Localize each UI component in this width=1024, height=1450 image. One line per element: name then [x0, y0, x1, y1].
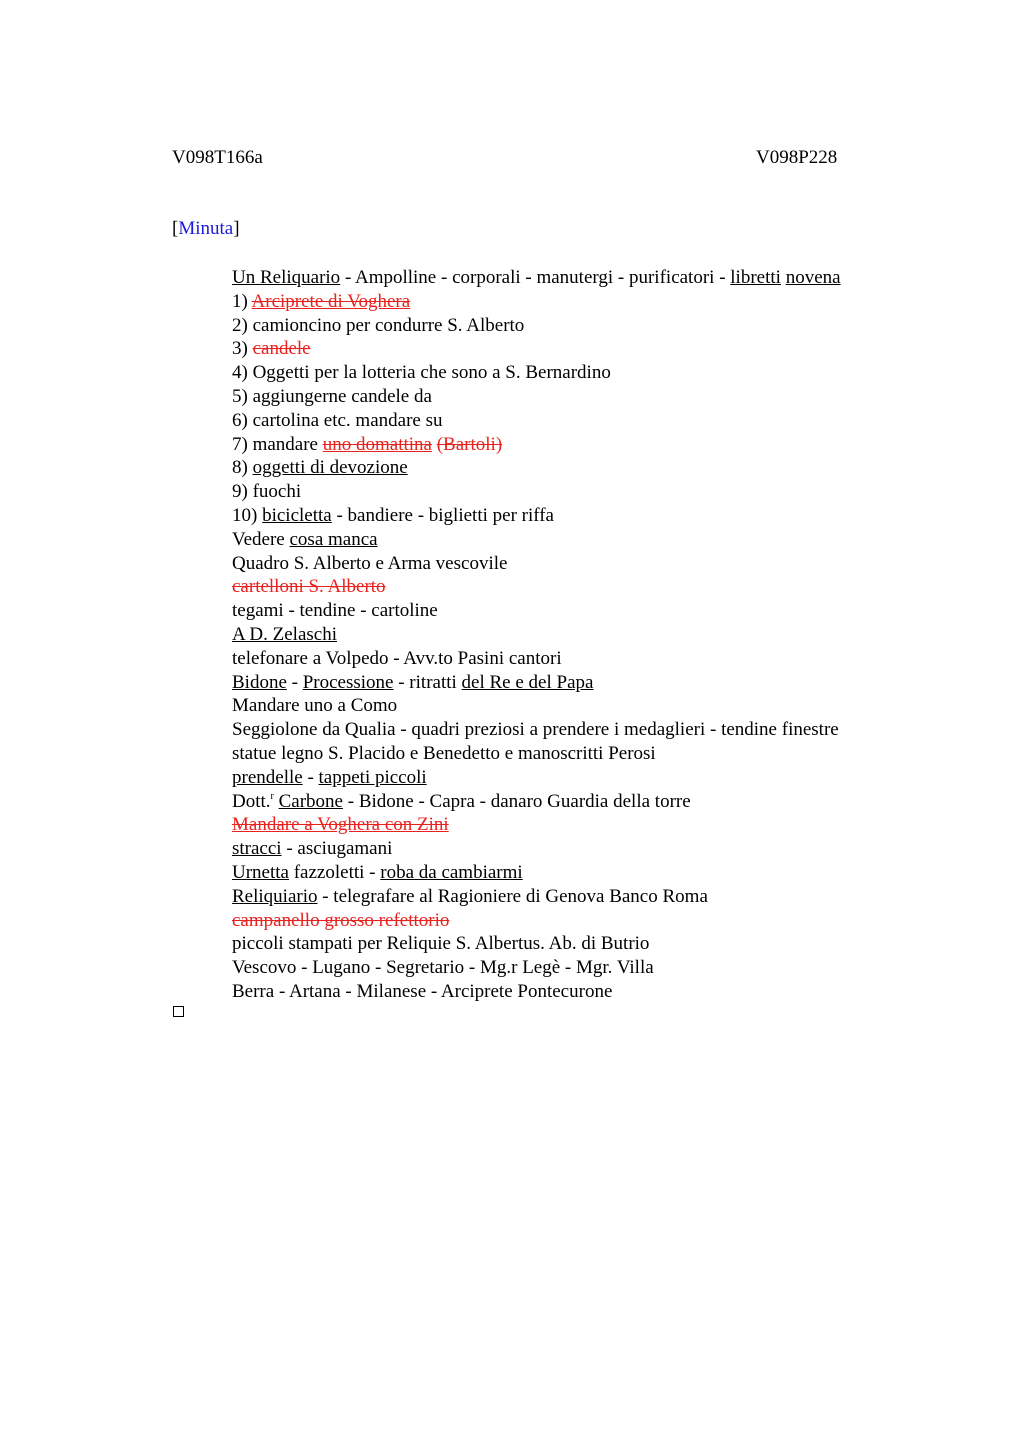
text: 7) mandare	[232, 433, 323, 455]
note-line	[232, 647, 841, 671]
text: - Bidone - Capra - danaro Guardia della torre	[343, 790, 691, 812]
note-line	[232, 552, 841, 576]
underlined-text: cosa manca	[289, 528, 378, 550]
text: 6) cartolina etc. mandare su	[232, 409, 443, 431]
text: telefonare a Volpedo - Avv.to Pasini cantori	[232, 647, 562, 669]
underlined-text: tappeti piccoli	[318, 766, 427, 788]
deleted-text: (Bartoli)	[436, 433, 503, 455]
note-line	[232, 694, 841, 718]
deleted-text: Arciprete di Voghera	[251, 290, 411, 312]
text: - telegrafare al Ragioniere di Genova Banco Roma	[317, 885, 708, 907]
text: 3)	[232, 338, 253, 360]
note-line	[232, 837, 841, 861]
underlined-text: libretti	[730, 267, 781, 288]
text: Berra - Artana - Milanese - Arciprete Pontecurone	[232, 980, 613, 1002]
underlined-text: Bidone	[232, 671, 287, 693]
note-line	[232, 575, 841, 599]
text: statue legno S. Placido e Benedetto e manoscritti Perosi	[232, 742, 656, 764]
note-line	[232, 480, 841, 504]
note-line	[232, 433, 841, 457]
underlined-text: A D. Zelaschi	[232, 623, 338, 645]
text: 9) fuochi	[232, 481, 302, 503]
text: -	[302, 766, 319, 788]
document-code-right: V098P228	[756, 147, 838, 168]
underlined-text: Reliquiario	[232, 885, 318, 907]
note-line	[232, 314, 841, 338]
note-line	[232, 385, 841, 409]
note-line	[232, 409, 841, 433]
deleted-text: uno domattina	[322, 433, 432, 455]
underlined-text: Urnetta	[232, 861, 289, 883]
note-line	[232, 980, 841, 1004]
text: tegami - tendine - cartoline	[232, 600, 438, 622]
text: 4) Oggetti per la lotteria che sono a S. Bernardino	[232, 362, 611, 384]
underlined-text: stracci	[232, 838, 282, 860]
note-line	[232, 861, 841, 885]
text: Vedere	[232, 528, 290, 550]
text: 10)	[232, 504, 263, 526]
text: 2) camioncino per condurre S. Alberto	[232, 314, 525, 336]
deleted-text: cartelloni S. Alberto	[232, 576, 386, 598]
note-line	[232, 766, 841, 790]
note-line	[232, 742, 841, 766]
underlined-text: oggetti di devozione	[252, 457, 408, 479]
text: Seggiolone da Qualia - quadri preziosi a prendere i medaglieri - tendine finestre	[232, 719, 839, 741]
superscript-text: r	[270, 790, 274, 802]
text: - asciugamani	[281, 838, 393, 860]
text: 5) aggiungerne candele da	[232, 385, 432, 407]
note-line	[232, 290, 841, 314]
note-line	[232, 361, 841, 385]
underlined-text: Un Reliquario	[232, 267, 341, 288]
note-line	[232, 671, 841, 695]
underlined-text: roba da cambiarmi	[380, 861, 523, 883]
note-line	[232, 528, 841, 552]
document-code-left: V098T166a	[172, 147, 263, 168]
note-line	[232, 599, 841, 623]
underlined-text: Processione	[302, 671, 394, 693]
text: Quadro S. Alberto e Arma vescovile	[232, 552, 508, 574]
minuta-link[interactable]: Minuta	[178, 218, 234, 239]
note-line	[232, 885, 841, 909]
document-type-label	[172, 218, 240, 240]
underlined-text: novena	[785, 267, 841, 288]
note-line	[232, 456, 841, 480]
text: 8)	[232, 457, 253, 479]
text: - Ampolline - corporali - manutergi - purificatori -	[340, 267, 731, 288]
note-line	[232, 813, 841, 837]
text: Dott.	[232, 790, 271, 812]
note-line	[232, 909, 841, 933]
note-line	[232, 337, 841, 361]
underlined-text: Carbone	[278, 790, 343, 812]
bracket-close: ]	[233, 218, 240, 239]
text: - bandiere - biglietti per riffa	[331, 504, 554, 526]
deleted-text: candele	[252, 338, 311, 360]
note-line	[232, 718, 841, 742]
text: fazzoletti -	[288, 861, 381, 883]
text: - ritratti	[393, 671, 462, 693]
end-of-document-square	[173, 1006, 184, 1017]
note-line	[232, 932, 841, 956]
underlined-text: bicicletta	[262, 504, 332, 526]
text: -	[286, 671, 303, 693]
note-line	[232, 504, 841, 528]
deleted-text: Mandare a Voghera con Zini	[232, 814, 449, 836]
bracket-open: [	[172, 218, 179, 239]
deleted-text: campanello grosso refettorio	[232, 909, 450, 931]
text: piccoli stampati per Reliquie S. Albertus. Ab. di Butrio	[232, 933, 650, 955]
note-line	[232, 790, 841, 814]
text: Mandare uno a Como	[232, 695, 398, 717]
note-line	[232, 266, 841, 290]
underlined-text: prendelle	[232, 766, 303, 788]
text: 1)	[232, 290, 252, 312]
underlined-text: del Re e del Papa	[461, 671, 594, 693]
note-lines	[232, 266, 841, 1004]
note-line	[232, 623, 841, 647]
note-line	[232, 956, 841, 980]
text: Vescovo - Lugano - Segretario - Mg.r Legè - Mgr. Villa	[232, 957, 654, 979]
